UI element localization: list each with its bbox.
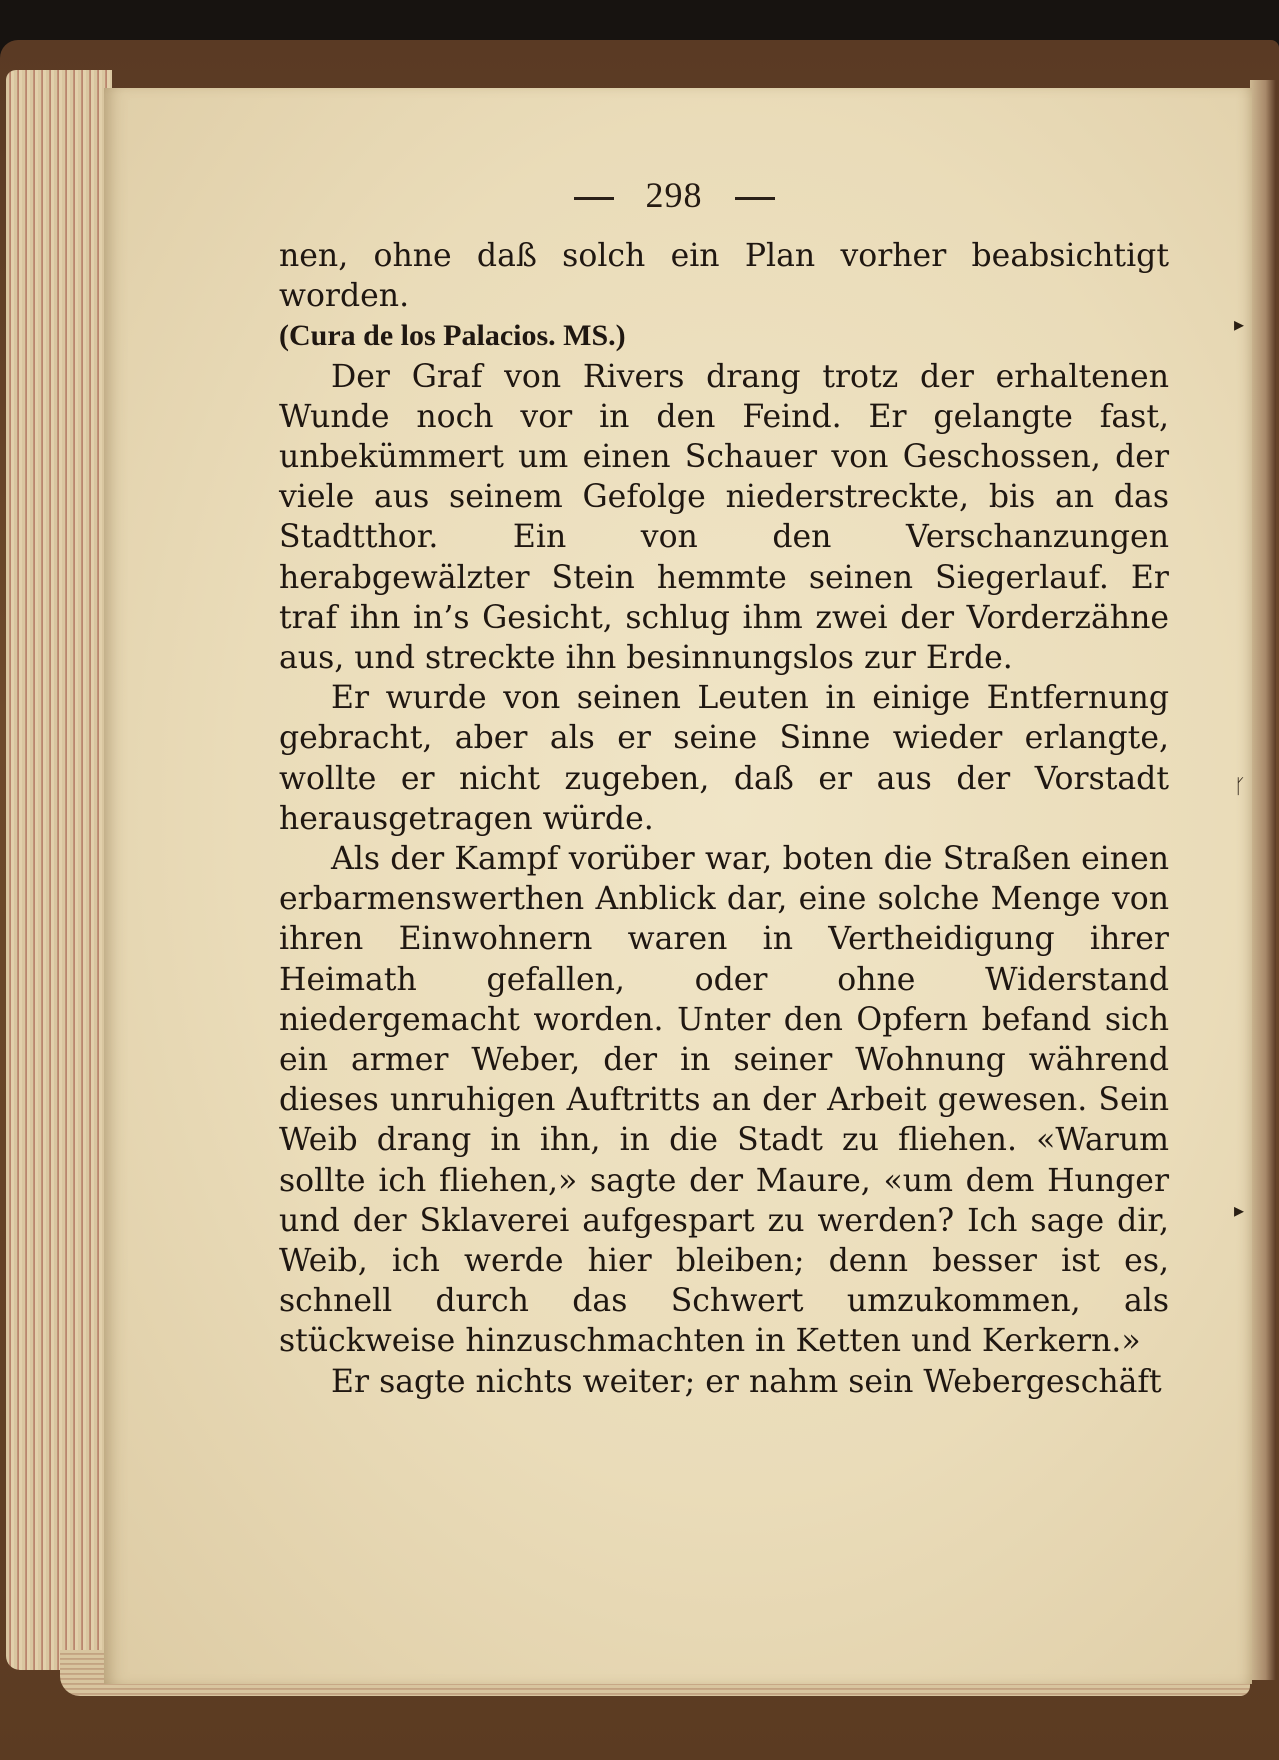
margin-mark: ▸ bbox=[1234, 1198, 1245, 1222]
source-citation: (Cura de los Palacios. MS.) bbox=[279, 319, 626, 353]
page-edge-right bbox=[1250, 80, 1276, 1680]
margin-mark: ᚴ bbox=[1234, 774, 1246, 798]
paragraph-1: Der Graf von Rivers drang trotz der erhaltenen Wunde noch vor in den Feind. Er gelangte fast, unbekümmert um einen Schauer von Geschossen, der viele aus seinem Gefolge niederstreckte, bis an das Stadtthor. Ein von den Verschanzungen herabgewälzter Stein hemmte seinen Siegerlauf. Er traf ihn in’s Gesicht, schlug ihm zwei der Vorderzähne aus, und streckte ihn besinnungslos zur Erde. bbox=[279, 358, 1169, 677]
page-edges-left bbox=[6, 70, 112, 1670]
paragraph-3: Als der Kampf vorüber war, boten die Straßen einen erbarmenswerthen Anblick dar, eine solche Menge von ihren Einwohnern waren in Vertheidigung ihrer Heimath gefallen, oder ohne Widerstand niedergemacht worden. Unter den Opfern befand sich ein armer Weber, der in seiner Wohnung während dieses unruhigen Auftritts an der Arbeit gewesen. Sein Weib drang in ihn, in die Stadt zu fliehen. «Warum sollte ich fliehen,» sagte der Maure, «um dem Hunger und der Sklaverei aufgespart zu werden? Ich sage dir, Weib, ich werde hier bleiben; denn besser ist es, schnell durch das Schwert umzukommen, als stückweise hinzuschmachten in Ketten und Kerkern.» bbox=[279, 841, 1169, 1360]
book-page bbox=[104, 88, 1252, 1684]
margin-mark: ▸ bbox=[1234, 312, 1245, 336]
paragraph-2: Er wurde von seinen Leuten in einige Entfernung gebracht, aber als er seine Sinne wieder erlangte, wollte er nicht zugeben, daß er aus der Vorstadt herausgetragen würde. bbox=[279, 680, 1169, 837]
page-number-line bbox=[104, 174, 1244, 216]
dash-right bbox=[735, 197, 775, 200]
dash-left bbox=[574, 197, 614, 200]
body-text bbox=[279, 236, 1169, 1402]
continued-line: nen, ohne daß solch ein Plan vorher beabsichtigt worden. bbox=[279, 238, 1169, 315]
paragraph-4: Er sagte nichts weiter; er nahm sein Webergeschäft bbox=[331, 1363, 1162, 1400]
page-number: 298 bbox=[645, 175, 703, 215]
